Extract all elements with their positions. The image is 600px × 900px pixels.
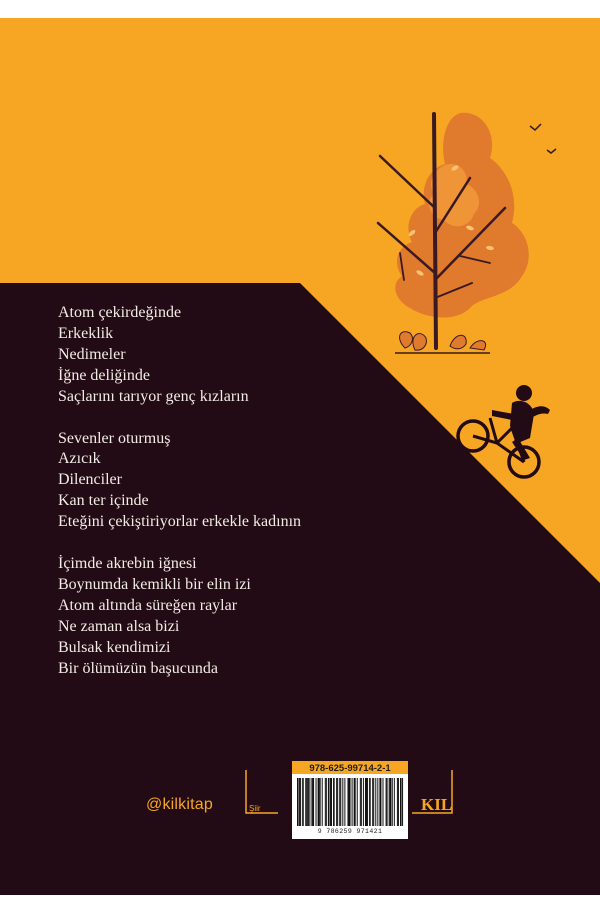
isbn-label: 978-625-99714-2-1 xyxy=(309,763,391,774)
poem-line: Kan ter içinde xyxy=(58,492,149,510)
poem-line: Nedimeler xyxy=(58,345,126,363)
poem-line: Bulsak kendimizi xyxy=(58,638,171,656)
social-handle: @kilkitap xyxy=(146,796,213,813)
barcode-digits: 9 786259 971421 xyxy=(317,828,383,835)
publisher-logo-text: KIL xyxy=(421,795,453,814)
poem-stanza-3 xyxy=(58,554,301,679)
poem-line: İçimde akrebin iğnesi xyxy=(58,555,197,573)
poem-stanza-2 xyxy=(58,429,301,534)
poem xyxy=(58,303,301,701)
poem-line: Dilenciler xyxy=(58,471,122,489)
poem-line: Azıcık xyxy=(58,450,101,468)
poem-line: Ne zaman alsa bizi xyxy=(58,617,180,635)
publisher-logo xyxy=(421,794,453,814)
poem-stanza-1 xyxy=(58,303,301,408)
category-label: Şiir xyxy=(249,804,261,813)
poem-line: İğne deliğinde xyxy=(58,366,150,384)
poem-line: Saçlarını tarıyor genç kızların xyxy=(58,387,249,405)
poem-line: Atom çekirdeğinde xyxy=(58,304,182,321)
book-back-cover xyxy=(0,18,600,895)
poem-line: Eteğini çekiştiriyorlar erkekle kadının xyxy=(58,513,302,531)
poem-line: Sevenler oturmuş xyxy=(58,429,171,447)
poem-line: Atom altında süreğen raylar xyxy=(58,596,238,614)
poem-line: Bir ölümüzün başucunda xyxy=(58,659,218,677)
poem-line: Boynumda kemikli bir elin izi xyxy=(58,575,251,593)
poem-line: Erkeklik xyxy=(58,324,114,342)
